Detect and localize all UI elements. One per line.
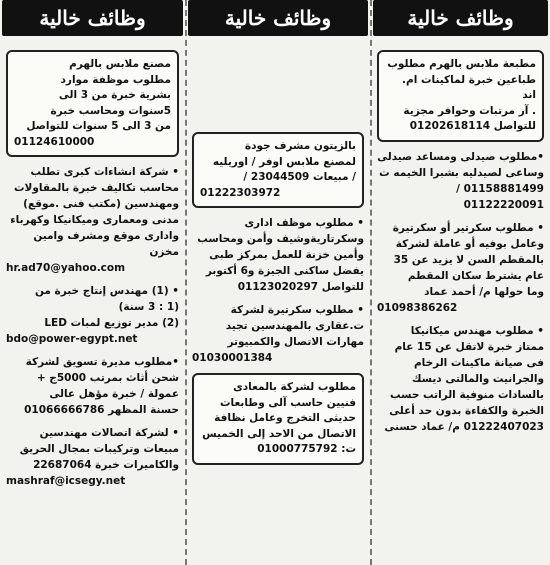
ad-line: وسكرتاريةوشيف وأمن ومحاسب [197, 233, 364, 245]
ad-line: 01030001384 [192, 352, 273, 364]
ad-line: 5سنوات ومحاسب خبرة [50, 104, 171, 117]
column-left [2, 0, 183, 565]
column-middle [188, 0, 368, 565]
ad-production-engineer [6, 283, 179, 347]
ad-email[interactable] [6, 473, 179, 489]
ad-line: مدنى ومعمارى وميكانيكا وكهرباء [10, 214, 179, 226]
ad-box-maadi-technicians [192, 373, 364, 465]
ad-line: عمولة / خبرة مؤهل عالى [49, 388, 179, 400]
ad-line: 01124610000 [14, 135, 95, 148]
ad-real-estate-secretary [192, 302, 364, 366]
column-divider [370, 0, 372, 565]
ad-line: مطبعة ملابس بالهرم مطلوب [387, 58, 536, 70]
ad-line: • مطلوب سكرتيرة لشركة [230, 304, 364, 316]
ad-line: •مطلوب صيدلى ومساعد صيدلى [377, 150, 544, 163]
ad-line: للتواصل 01202618114 [409, 120, 536, 132]
ad-line: حسنة المظهر 01066666786 [24, 404, 179, 416]
ad-line: من 3 الى 5 سنوات للتواصل [26, 120, 171, 132]
ad-phone: 01222407023 م/ عماد حسنى [384, 420, 544, 433]
ad-line: والجرانيت والمالتى ديسك [411, 372, 544, 385]
ad-line: • شركة انشاءات كبرى تطلب [30, 166, 179, 178]
column-header: وظائف خالية [2, 0, 183, 36]
email-link[interactable]: mashraf@icsegy.net [6, 475, 126, 487]
ad-medical-center [192, 215, 364, 295]
ad-box-clothing-factory [6, 50, 179, 157]
ad-line: / مبيعات 23044509 / [243, 171, 356, 183]
ad-line: حديثى التخرج وعامل نظافة [214, 412, 356, 424]
ad-pharmacy [377, 149, 544, 213]
email-link[interactable]: hr.ad70@yahoo.com [6, 262, 126, 274]
ad-line: مبيعات وتركيبات بمجال الحريق [19, 443, 179, 455]
ad-line: • (1) مهندس إنتاج خبرة من [34, 285, 179, 297]
ad-telecom-engineers [6, 425, 179, 489]
ad-secretary [377, 220, 544, 316]
ad-line: شحن أثاث بمرتب 5000ج + [36, 372, 179, 384]
ad-line: (1 : 3 سنة) [118, 301, 179, 313]
ad-phone: 01158881499 / 01122220091 [456, 182, 544, 211]
ad-line: • مطلوب مهندس ميكانيكا [410, 324, 544, 337]
ad-line: للتواصل 01123020297 [237, 281, 364, 293]
ad-line: ت.عقارى بالمهندسين تجيد [225, 320, 364, 332]
ad-line: ومهندسين (مكتب فنى .موقع) [23, 198, 179, 210]
column-header: وظائف خالية [373, 0, 548, 36]
ad-line: بالمقطم السن لا يزيد عن 35 [393, 253, 544, 266]
ad-line: بالزيتون مشرف جودة [244, 140, 356, 152]
ad-construction [6, 164, 179, 276]
ad-line: بالسادات منوفية الراتب حسب [390, 388, 544, 401]
ad-line: مطلوب لشركة بالمعادى [233, 381, 356, 393]
ad-line: وما حولها م/ أحمد عماد [424, 285, 544, 298]
ad-line: فى صيانة ماكينات الرخام [413, 356, 544, 369]
ad-line: مصنع ملابس بالهرم [69, 58, 171, 70]
ad-line: يفضل ساكنى الجيزة و6 أكتوبر [205, 265, 364, 277]
ad-line: مهارات الاتصال والكمبيوتر [227, 336, 364, 348]
ad-line: • لشركة اتصالات مهندسين [39, 427, 179, 439]
ad-line: وادارى موقع ومشرف وامين مخزن [33, 230, 179, 258]
email-link[interactable]: bdo@power-egypt.net [6, 333, 138, 345]
ad-email[interactable] [6, 260, 179, 276]
ad-line: ت: 01000775792 [257, 443, 356, 455]
ad-line: بشرية خبرة من 3 الى [58, 89, 171, 101]
ad-box-printing [377, 50, 544, 142]
ad-line: والكاميرات خبرة 22687064 [33, 459, 179, 471]
ad-line: فنيين حاسب آلى وطابعات [220, 396, 356, 409]
ad-line: لمصنع ملابس اوفر / اوريليه [212, 155, 356, 168]
column-divider [185, 0, 187, 565]
ad-line: •مطلوب مديرة تسويق لشركة [25, 356, 179, 368]
ad-line: (2) مدير توزيع لمبات LED [44, 317, 179, 329]
ad-line: . آر مرتبات وحوافر مجزية [403, 104, 536, 117]
ad-line: ممتاز خبرة لاتقل عن 15 عام [394, 340, 544, 353]
ad-line: 01222303972 [200, 186, 281, 199]
column-header: وظائف خالية [188, 0, 368, 36]
ad-marketing-manager [6, 354, 179, 418]
ad-line: مطلوب موظفة موارد [60, 73, 171, 86]
ad-mechanical-engineer [377, 323, 544, 435]
ad-line: وساعى لصيدليه بشبرا الخيمه ت [379, 166, 544, 179]
ad-line: محاسب تكاليف خبرة بالمقاولات [14, 182, 179, 194]
ad-line: • مطلوب سكرتير أو سكرتيرة [392, 221, 544, 234]
ad-line: وأمين خزنة للعمل بمركز طبى [209, 249, 364, 261]
ad-line: الخبرة والكفاءة بدون حد أعلى [389, 404, 544, 417]
column-right [373, 0, 548, 565]
ad-box-quality-supervisor [192, 132, 364, 208]
ad-line: وعامل بوفيه أو عاملة لشركة [395, 237, 544, 250]
ad-phone: 01098386262 [377, 301, 458, 314]
ad-line: • مطلوب موظف ادارى [244, 217, 364, 229]
ad-email[interactable] [6, 331, 179, 347]
ad-line: الاتصال من الاحد إلى الخميس [202, 427, 356, 440]
ad-line: عام يشترط سكان المقطم [407, 269, 544, 282]
ad-line: طباعين خبرة لماكينات ام. اند [402, 73, 536, 101]
